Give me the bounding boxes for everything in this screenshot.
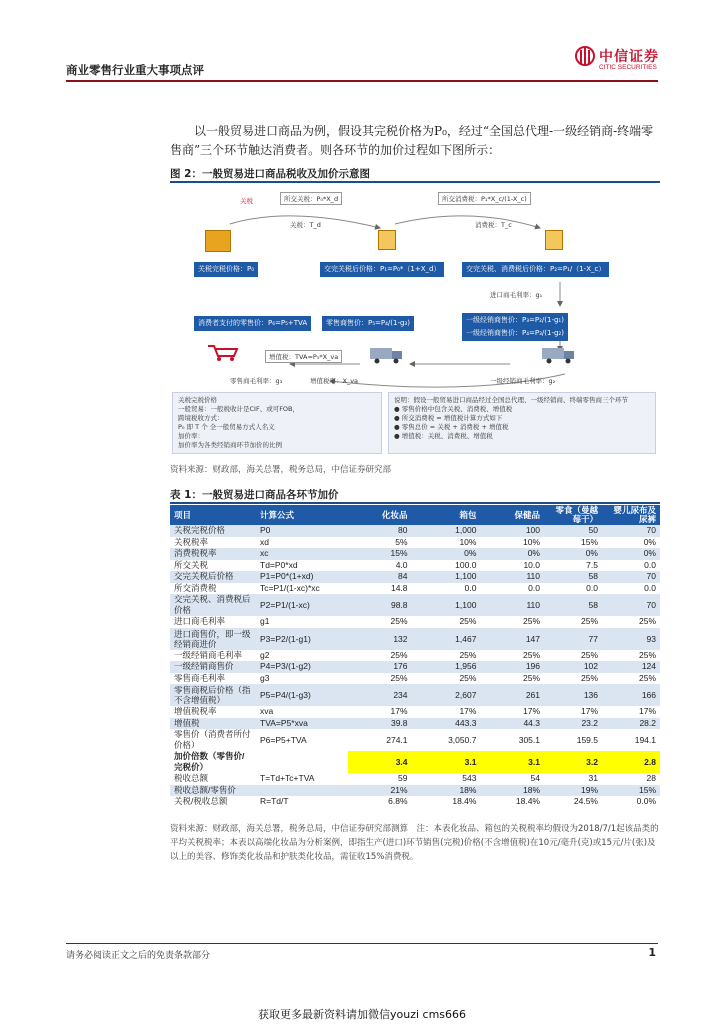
column-header: 零食（曼越莓干） (544, 505, 602, 525)
value-cell: 17% (480, 706, 544, 718)
value-cell: 132 (348, 628, 412, 650)
value-cell: 39.8 (348, 718, 412, 730)
value-cell: 194.1 (602, 729, 660, 751)
value-cell: 25% (544, 650, 602, 662)
value-cell: 25% (480, 673, 544, 685)
body-paragraph (170, 122, 660, 160)
formula-cell: T=Td+Tc+TVA (256, 773, 348, 785)
formula-cell: g3 (256, 673, 348, 685)
value-cell: 21% (348, 785, 412, 797)
value-cell: 70 (602, 594, 660, 616)
value-cell: 6.8% (348, 796, 412, 808)
value-cell: 25% (602, 673, 660, 685)
value-cell: 25% (544, 673, 602, 685)
value-cell: 25% (480, 616, 544, 628)
value-cell: 28 (602, 773, 660, 785)
diagram-legend-right (388, 392, 656, 454)
legend-right-line: ● 增值税：关税、消费税、增值税 (394, 432, 493, 440)
row-label-cell: 零售商税后价格（指不含增值税） (170, 684, 256, 706)
value-cell: 70 (602, 525, 660, 537)
value-cell: 77 (544, 628, 602, 650)
table-row (170, 751, 660, 773)
row-label-cell: 所交关税 (170, 560, 256, 572)
formula-cell: g1 (256, 616, 348, 628)
row-label-cell: 增值税税率 (170, 706, 256, 718)
table-row (170, 718, 660, 730)
paragraph-text: 以一般贸易进口商品为例，假设其完税价格为P₀，经过“全国总代理-一级经销商-终端零售商”三个环节触达消费者。则各环节的加价过程如下图所示： (170, 124, 654, 157)
row-label-cell: 税收总额 (170, 773, 256, 785)
value-cell: 24.5% (544, 796, 602, 808)
column-header: 计算公式 (256, 505, 348, 525)
value-cell: 102 (544, 661, 602, 673)
formula-cell (256, 751, 348, 773)
value-cell: 196 (480, 661, 544, 673)
value-cell: 3.1 (412, 751, 481, 773)
value-cell: 159.5 (544, 729, 602, 751)
value-cell: 25% (544, 616, 602, 628)
value-cell: 10% (480, 537, 544, 549)
diagram-red-label-1: 关税 (240, 197, 253, 205)
legend-left-line: 跨境税收方式： (178, 414, 224, 422)
column-header: 箱包 (412, 505, 481, 525)
value-cell: 166 (602, 684, 660, 706)
legend-right-line: ● 所交消费税 = 增值税计算方式如下 (394, 414, 503, 422)
legend-left-line: 加价率为各类经销商环节加价的比例 (178, 441, 282, 449)
legend-right-line: ● 零售价格中包含关税、消费税、增值税 (394, 405, 513, 413)
diagram-note-g3: 零售商毛利率：g₃ (230, 377, 283, 385)
table-row (170, 661, 660, 673)
table-row (170, 673, 660, 685)
table-row (170, 628, 660, 650)
value-cell: 3.1 (480, 751, 544, 773)
value-cell: 100 (480, 525, 544, 537)
table-row (170, 583, 660, 595)
value-cell: 31 (544, 773, 602, 785)
formula-cell: P2=P1/(1-xc) (256, 594, 348, 616)
diagram-note-g2: 一级经销商毛利率：g₂ (490, 377, 556, 385)
package-icon (205, 230, 231, 252)
value-cell: 25% (412, 616, 481, 628)
table-row (170, 560, 660, 572)
value-cell: 176 (348, 661, 412, 673)
diagram-tag-duty: 所交关税：P₀*X_d (280, 192, 342, 205)
value-cell: 25% (480, 650, 544, 662)
document-icon (545, 230, 563, 250)
value-cell: 25% (412, 650, 481, 662)
value-cell: 147 (480, 628, 544, 650)
legend-left-line: 加价率： (178, 432, 204, 440)
legend-right-line: ● 零售总价 = 关税 + 消费税 + 增值税 (394, 423, 509, 431)
table-row (170, 548, 660, 560)
column-header: 婴儿尿布及尿裤 (602, 505, 660, 525)
value-cell: 59 (348, 773, 412, 785)
row-label-cell: 加价倍数（零售价/完税价） (170, 751, 256, 773)
formula-cell: P3=P2/(1-g1) (256, 628, 348, 650)
value-cell: 0% (412, 548, 481, 560)
table-row (170, 796, 660, 808)
value-cell: 58 (544, 571, 602, 583)
row-label-cell: 交完关税后价格 (170, 571, 256, 583)
logo-text-cn: 中信证券 (599, 48, 659, 64)
value-cell: 15% (348, 548, 412, 560)
value-cell: 1,100 (412, 594, 481, 616)
value-cell: 17% (348, 706, 412, 718)
value-cell: 1,467 (412, 628, 481, 650)
value-cell: 58 (544, 594, 602, 616)
table-row (170, 729, 660, 751)
formula-cell: P0 (256, 525, 348, 537)
value-cell: 3.4 (348, 751, 412, 773)
report-header-title: 商业零售行业重大事项点评 (66, 63, 204, 77)
row-label-cell: 一级经销商毛利率 (170, 650, 256, 662)
diagram-note-vat-rate: 增值税率：X_va (310, 377, 359, 385)
diagram-legend-left (172, 392, 382, 454)
value-cell: 18.4% (412, 796, 481, 808)
value-cell: 110 (480, 571, 544, 583)
truck-icon (370, 346, 404, 364)
row-label-cell: 税收总额/零售价 (170, 785, 256, 797)
column-header: 项目 (170, 505, 256, 525)
shopping-cart-icon (206, 344, 240, 362)
value-cell: 0.0 (602, 560, 660, 572)
diagram-note-duty: 关税：T_d (290, 221, 321, 229)
table-row (170, 773, 660, 785)
figure-title: 图 2：一般贸易进口商品税收及加价示意图 (170, 168, 370, 180)
table-source-note: 资料来源：财政部，海关总署，税务总局，中信证券研究部测算 注：本表化妆品、箱包的关税税率均假设为2018/7/1起该品类的平均关税税率；本表以高端化妆品为分析案例，即指生产(进口)环节销售(完税)价格(不含增值税)在10元/毫升(克)或15元/片(张)及以上的美容、修饰类化妆品和护肤类化妆品，需征收15%消费税。 (170, 824, 659, 862)
table-row (170, 684, 660, 706)
diagram-tag-vat: 增值税：TVA=P₅*X_va (265, 350, 342, 363)
row-label-cell: 进口商售价，即一级经销商进价 (170, 628, 256, 650)
citic-logo (575, 44, 665, 76)
formula-cell: P1=P0*(1+xd) (256, 571, 348, 583)
value-cell: 50 (544, 525, 602, 537)
value-cell: 543 (412, 773, 481, 785)
table-title-rule (170, 502, 660, 504)
node-after-consumption-price: 交完关税、消费税后价格：P₂=P₁/（1-X_c） (462, 262, 609, 277)
value-cell: 15% (602, 785, 660, 797)
value-cell: 17% (412, 706, 481, 718)
value-cell: 0% (544, 548, 602, 560)
value-cell: 25% (602, 650, 660, 662)
value-cell: 23.2 (544, 718, 602, 730)
value-cell: 17% (544, 706, 602, 718)
value-cell: 3,050.7 (412, 729, 481, 751)
column-header: 化妆品 (348, 505, 412, 525)
diagram-note-consumption: 消费税：T_c (475, 221, 512, 229)
value-cell: 25% (348, 616, 412, 628)
value-cell: 10% (412, 537, 481, 549)
value-cell: 0.0% (602, 796, 660, 808)
legend-left-line: P₀ 即 T 个 全一般贸易方式人名义 (178, 423, 275, 431)
table-title: 表 1：一般贸易进口商品各环节加价 (170, 489, 339, 501)
value-cell: 100.0 (412, 560, 481, 572)
column-header: 保健品 (480, 505, 544, 525)
table-row (170, 785, 660, 797)
truck-icon (542, 346, 576, 364)
value-cell: 19% (544, 785, 602, 797)
value-cell: 0% (480, 548, 544, 560)
legend-left-line: 关税完税价格 (178, 396, 217, 404)
value-cell: 80 (348, 525, 412, 537)
row-label-cell: 一级经销商售价 (170, 661, 256, 673)
formula-cell: P4=P3/(1-g2) (256, 661, 348, 673)
formula-cell: Td=P0*xd (256, 560, 348, 572)
figure-source: 资料来源：财政部，海关总署，税务总局，中信证券研究部 (170, 465, 392, 475)
value-cell: 5% (348, 537, 412, 549)
value-cell: 14.8 (348, 583, 412, 595)
table-row (170, 706, 660, 718)
value-cell: 15% (544, 537, 602, 549)
logo-text-en: CITIC SECURITIES (599, 64, 657, 71)
formula-cell: P6=P5+TVA (256, 729, 348, 751)
value-cell: 0% (602, 548, 660, 560)
value-cell: 234 (348, 684, 412, 706)
row-label-cell: 交完关税、消费税后价格 (170, 594, 256, 616)
table-header-row (170, 505, 660, 525)
tax-flow-diagram (170, 186, 660, 456)
value-cell: 25% (348, 650, 412, 662)
value-cell: 7.5 (544, 560, 602, 572)
node-wholesale-price: 一级经销商售价：P₄=P₃/(1-g₂) (462, 326, 568, 341)
value-cell: 54 (480, 773, 544, 785)
value-cell: 18% (480, 785, 544, 797)
formula-cell: TVA=P5*xva (256, 718, 348, 730)
formula-cell: xc (256, 548, 348, 560)
value-cell: 1,956 (412, 661, 481, 673)
row-label-cell: 增值税 (170, 718, 256, 730)
value-cell: 443.3 (412, 718, 481, 730)
value-cell: 3.2 (544, 751, 602, 773)
value-cell: 18% (412, 785, 481, 797)
row-label-cell: 关税/税收总额 (170, 796, 256, 808)
value-cell: 18.4% (480, 796, 544, 808)
value-cell: 1,100 (412, 571, 481, 583)
value-cell: 28.2 (602, 718, 660, 730)
value-cell: 25% (602, 616, 660, 628)
row-label-cell: 零售商毛利率 (170, 673, 256, 685)
citic-logo-icon (575, 45, 595, 69)
value-cell: 0.0 (412, 583, 481, 595)
table-row (170, 594, 660, 616)
value-cell: 1,000 (412, 525, 481, 537)
value-cell: 2.8 (602, 751, 660, 773)
value-cell: 136 (544, 684, 602, 706)
formula-cell (256, 785, 348, 797)
header-divider (66, 80, 658, 82)
table-row (170, 650, 660, 662)
row-label-cell: 零售价（消费者所付价格） (170, 729, 256, 751)
value-cell: 44.3 (480, 718, 544, 730)
page-number: 1 (648, 946, 656, 959)
node-distributor-price: 一级经销商售价：P₃=P₂/(1-g₁) (462, 313, 568, 328)
node-retailer-price: 零售商售价：P₅=P₄/(1-g₃) (322, 316, 414, 331)
value-cell: 4.0 (348, 560, 412, 572)
node-after-duty-price: 交完关税后价格：P₁=P₀*（1+X_d） (320, 262, 444, 277)
value-cell: 0.0 (602, 583, 660, 595)
formula-cell: Tc=P1/(1-xc)*xc (256, 583, 348, 595)
document-icon (378, 230, 396, 250)
table-row (170, 571, 660, 583)
node-consumer-price: 消费者支付的零售价：P₆=P₅+TVA (194, 316, 311, 331)
value-cell: 25% (412, 673, 481, 685)
value-cell: 84 (348, 571, 412, 583)
formula-cell: xva (256, 706, 348, 718)
formula-cell: g2 (256, 650, 348, 662)
table-row (170, 525, 660, 537)
bottom-banner: 获取更多最新资料请加微信youzi cms666 (257, 1008, 467, 1021)
footer-divider (66, 943, 658, 944)
value-cell: 98.8 (348, 594, 412, 616)
footer-disclaimer: 请务必阅读正文之后的免责条款部分 (66, 951, 211, 961)
value-cell: 0.0 (480, 583, 544, 595)
formula-cell: P5=P4/(1-g3) (256, 684, 348, 706)
row-label-cell: 关税完税价格 (170, 525, 256, 537)
value-cell: 93 (602, 628, 660, 650)
legend-right-line: 说明：假设一般贸易进口商品经过全国总代理、一级经销商、终端零售商三个环节 (394, 396, 628, 404)
table-row (170, 537, 660, 549)
value-cell: 25% (348, 673, 412, 685)
markup-table (170, 505, 660, 808)
row-label-cell: 关税税率 (170, 537, 256, 549)
value-cell: 70 (602, 571, 660, 583)
figure-title-rule (170, 181, 660, 183)
table-row (170, 616, 660, 628)
value-cell: 261 (480, 684, 544, 706)
diagram-tag-consumption: 所交消费税：P₁*X_c/(1-X_c) (438, 192, 531, 205)
value-cell: 274.1 (348, 729, 412, 751)
value-cell: 0.0 (544, 583, 602, 595)
value-cell: 110 (480, 594, 544, 616)
value-cell: 305.1 (480, 729, 544, 751)
value-cell: 2,607 (412, 684, 481, 706)
node-duty-paid-price: 关税完税价格：P₀ (194, 262, 258, 277)
diagram-note-g1: 进口商毛利率：g₁ (490, 291, 543, 299)
row-label-cell: 所交消费税 (170, 583, 256, 595)
legend-left-line: 一般贸易：一般税收计是CIF、或可FOB， (178, 405, 300, 413)
value-cell: 0% (602, 537, 660, 549)
value-cell: 10.0 (480, 560, 544, 572)
row-label-cell: 消费税税率 (170, 548, 256, 560)
formula-cell: R=Td/T (256, 796, 348, 808)
value-cell: 124 (602, 661, 660, 673)
formula-cell: xd (256, 537, 348, 549)
value-cell: 17% (602, 706, 660, 718)
row-label-cell: 进口商毛利率 (170, 616, 256, 628)
